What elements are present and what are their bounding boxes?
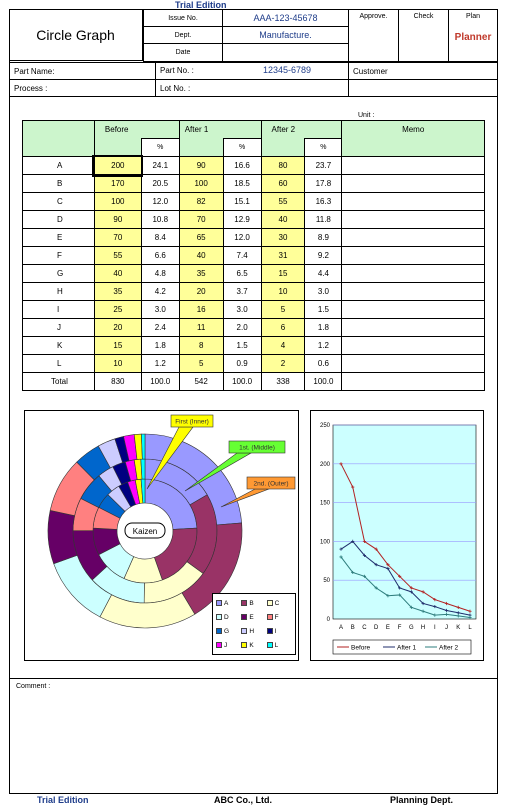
y-tick-label: 0 [326, 617, 330, 623]
process-label: Process : [14, 84, 48, 93]
memo-cell[interactable] [342, 193, 485, 211]
before-pct: 12.0 [141, 193, 179, 211]
table-row [23, 265, 485, 283]
x-tick-label: A [338, 625, 344, 631]
plan-box[interactable] [448, 9, 498, 62]
after1-pct: 0.9 [223, 355, 261, 373]
legend-swatch [267, 600, 273, 606]
after2-pct: 4.4 [305, 265, 342, 283]
donut-slice-a2-L [141, 434, 145, 459]
memo-cell[interactable] [342, 301, 485, 319]
table-row [23, 193, 485, 211]
legend-swatch [216, 600, 222, 606]
legend-item [216, 598, 241, 608]
x-tick-label: I [433, 625, 436, 631]
planner-stamp: Planner [454, 32, 492, 43]
plan-label: Plan [465, 13, 480, 20]
total-row [23, 373, 485, 391]
before-value: 830 [94, 373, 141, 391]
callout-inner: First (Inner) [175, 418, 209, 426]
x-tick-label: H [420, 625, 426, 631]
comment-label: Comment : [16, 683, 51, 690]
after1-pct: 1.5 [223, 337, 261, 355]
after2-value[interactable]: 55 [261, 193, 305, 211]
row-label: G [23, 265, 95, 283]
trial-edition-top: Trial Edition [175, 0, 227, 10]
legend-item [267, 598, 292, 608]
table-row [23, 175, 485, 193]
legend-series-name: Before [351, 644, 371, 652]
x-tick-label: J [445, 625, 449, 631]
after1-value[interactable]: 100 [179, 175, 223, 193]
before-pct: 1.8 [141, 337, 179, 355]
row-label: K [23, 337, 95, 355]
legend-item [241, 640, 266, 650]
after1-value[interactable]: 65 [179, 229, 223, 247]
row-label: B [23, 175, 95, 193]
before-value[interactable]: 200 [94, 157, 141, 175]
memo-cell[interactable] [342, 157, 485, 175]
after1-pct: 2.0 [223, 319, 261, 337]
after1-value[interactable]: 16 [179, 301, 223, 319]
x-tick-label: D [374, 625, 379, 631]
y-tick-label: 250 [319, 423, 330, 429]
x-tick-label: F [397, 625, 402, 631]
after2-value[interactable]: 80 [261, 157, 305, 175]
after2-value[interactable]: 4 [261, 337, 305, 355]
after2-pct: 17.8 [305, 175, 342, 193]
donut-legend [212, 593, 296, 655]
check-box[interactable] [398, 9, 449, 62]
before-value[interactable]: 170 [94, 175, 141, 193]
legend-label: F [274, 613, 279, 621]
before-pct: 10.8 [141, 211, 179, 229]
before-value[interactable]: 40 [94, 265, 141, 283]
hdr-pct: % [141, 139, 179, 157]
part-name-label: Part Name: [14, 67, 55, 76]
x-tick-label: C [362, 625, 367, 631]
legend-label: C [274, 599, 280, 607]
before-value[interactable]: 35 [94, 283, 141, 301]
before-pct: 1.2 [141, 355, 179, 373]
legend-swatch [241, 628, 247, 634]
row-label: E [23, 229, 95, 247]
after1-pct: 3.0 [223, 301, 261, 319]
part-no-value[interactable]: 12345-6789 [263, 65, 312, 75]
after2-pct: 8.9 [305, 229, 342, 247]
before-value[interactable]: 20 [94, 319, 141, 337]
after1-pct: 15.1 [223, 193, 261, 211]
table-row [23, 211, 485, 229]
legend-item [267, 640, 292, 650]
after2-pct: 16.3 [305, 193, 342, 211]
before-pct: 2.4 [141, 319, 179, 337]
after2-pct: 11.8 [305, 211, 342, 229]
before-value[interactable]: 90 [94, 211, 141, 229]
donut-chart-panel [24, 410, 299, 661]
legend-item [216, 612, 241, 622]
memo-cell[interactable] [342, 373, 485, 391]
after1-pct: 16.6 [223, 157, 261, 175]
hdr-memo: Memo [342, 121, 485, 157]
legend-item [216, 640, 241, 650]
callout-outer: 2nd. (Outer) [253, 480, 289, 488]
comment-field[interactable] [16, 695, 491, 790]
row-label: I [23, 301, 95, 319]
legend-label: J [224, 641, 228, 649]
unit-label: Unit : [358, 112, 375, 119]
memo-cell[interactable] [342, 229, 485, 247]
legend-swatch [267, 614, 273, 620]
after1-value: 542 [179, 373, 223, 391]
memo-cell[interactable] [342, 355, 485, 373]
legend-swatch [216, 642, 222, 648]
line-chart [311, 411, 483, 660]
dept-label: Dept. [143, 26, 223, 44]
x-tick-label: E [385, 625, 390, 631]
after1-value[interactable]: 35 [179, 265, 223, 283]
legend-swatch [267, 642, 273, 648]
after2-value[interactable]: 2 [261, 355, 305, 373]
hdr-after1: After 1 [179, 121, 261, 139]
after2-pct: 3.0 [305, 283, 342, 301]
table-row [23, 247, 485, 265]
company-name: ABC Co., Ltd. [214, 795, 272, 805]
donut-slice-a2-E [48, 510, 77, 563]
issue-value[interactable]: AAA-123-45678 [222, 9, 349, 27]
memo-cell[interactable] [342, 211, 485, 229]
legend-label: L [274, 641, 279, 649]
after1-value[interactable]: 90 [179, 157, 223, 175]
after1-value[interactable]: 70 [179, 211, 223, 229]
after2-pct: 0.6 [305, 355, 342, 373]
after2-pct: 100.0 [305, 373, 342, 391]
data-table [22, 120, 485, 391]
after2-pct: 9.2 [305, 247, 342, 265]
memo-cell[interactable] [342, 175, 485, 193]
before-value[interactable]: 100 [94, 193, 141, 211]
after1-pct: 12.9 [223, 211, 261, 229]
row-label: A [23, 157, 95, 175]
before-pct: 24.1 [141, 157, 179, 175]
before-value[interactable]: 25 [94, 301, 141, 319]
department-name: Planning Dept. [390, 795, 453, 805]
legend-item [267, 612, 292, 622]
legend-label: K [249, 641, 254, 649]
table-row [23, 355, 485, 373]
after2-value[interactable]: 30 [261, 229, 305, 247]
after2-value[interactable]: 15 [261, 265, 305, 283]
memo-cell[interactable] [342, 283, 485, 301]
before-value[interactable]: 70 [94, 229, 141, 247]
date-label: Date [143, 43, 223, 62]
before-value[interactable]: 10 [94, 355, 141, 373]
before-pct: 3.0 [141, 301, 179, 319]
after2-value[interactable]: 40 [261, 211, 305, 229]
legend-label: H [249, 627, 255, 635]
table-row [23, 301, 485, 319]
legend-label: I [274, 627, 277, 635]
lot-label: Lot No. : [160, 84, 191, 93]
legend-swatch [267, 628, 273, 634]
x-tick-label: K [456, 625, 461, 631]
before-value[interactable]: 55 [94, 247, 141, 265]
after1-value[interactable]: 8 [179, 337, 223, 355]
line-chart-panel [310, 410, 484, 661]
before-value[interactable]: 15 [94, 337, 141, 355]
table-row [23, 157, 485, 175]
legend-item [241, 612, 266, 622]
after1-value[interactable]: 5 [179, 355, 223, 373]
callout-middle: 1st. (Middle) [239, 444, 275, 452]
before-pct: 4.8 [141, 265, 179, 283]
after2-pct: 1.5 [305, 301, 342, 319]
row-label: J [23, 319, 95, 337]
after1-pct: 6.5 [223, 265, 261, 283]
trial-edition-bottom: Trial Edition [37, 795, 89, 805]
row-label: L [23, 355, 95, 373]
memo-cell[interactable] [342, 247, 485, 265]
hdr-pct: % [305, 139, 342, 157]
y-tick-label: 200 [319, 461, 330, 468]
legend-item [241, 598, 266, 608]
x-tick-label: B [350, 625, 355, 631]
page-title: Circle Graph [9, 9, 143, 61]
legend-swatch [241, 600, 247, 606]
after1-pct: 100.0 [223, 373, 261, 391]
before-pct: 8.4 [141, 229, 179, 247]
after1-value[interactable]: 20 [179, 283, 223, 301]
after2-pct: 1.2 [305, 337, 342, 355]
x-tick-label: G [409, 625, 414, 631]
after2-value[interactable]: 10 [261, 283, 305, 301]
after2-value[interactable]: 60 [261, 175, 305, 193]
after2-pct: 1.8 [305, 319, 342, 337]
after1-value[interactable]: 82 [179, 193, 223, 211]
legend-item [241, 626, 266, 636]
legend-label: G [224, 627, 230, 635]
before-pct: 20.5 [141, 175, 179, 193]
legend-swatch [241, 614, 247, 620]
hdr-pct: % [223, 139, 261, 157]
after1-pct: 12.0 [223, 229, 261, 247]
before-pct: 6.6 [141, 247, 179, 265]
y-tick-label: 150 [319, 500, 330, 507]
approve-label: Approve. [359, 13, 388, 20]
customer-label: Customer [353, 67, 388, 76]
after2-value: 338 [261, 373, 305, 391]
legend-item [216, 626, 241, 636]
table-row [23, 229, 485, 247]
memo-cell[interactable] [342, 337, 485, 355]
hdr-after2: After 2 [261, 121, 342, 139]
row-label: H [23, 283, 95, 301]
after1-value[interactable]: 40 [179, 247, 223, 265]
after1-pct: 7.4 [223, 247, 261, 265]
before-pct: 100.0 [141, 373, 179, 391]
row-label: C [23, 193, 95, 211]
row-label: Total [23, 373, 95, 391]
after2-pct: 23.7 [305, 157, 342, 175]
legend-label: A [224, 599, 229, 607]
after2-value[interactable]: 31 [261, 247, 305, 265]
y-tick-label: 100 [319, 539, 330, 546]
after1-pct: 18.5 [223, 175, 261, 193]
legend-label: D [224, 613, 229, 621]
y-tick-label: 50 [323, 578, 330, 585]
check-label: Check [413, 13, 434, 20]
before-pct: 4.2 [141, 283, 179, 301]
date-value[interactable] [222, 43, 349, 62]
after2-value[interactable]: 5 [261, 301, 305, 319]
legend-label: E [249, 613, 254, 621]
legend-item [267, 626, 292, 636]
row-label: F [23, 247, 95, 265]
table-row [23, 283, 485, 301]
table-row [23, 337, 485, 355]
after1-pct: 3.7 [223, 283, 261, 301]
legend-swatch [216, 628, 222, 634]
legend-series-name: After 1 [397, 644, 417, 652]
dept-value[interactable]: Manufacture. [222, 26, 349, 44]
legend-label: B [249, 599, 254, 607]
x-tick-label: L [468, 625, 472, 631]
issue-label: Issue No. [143, 9, 223, 27]
legend-swatch [216, 614, 222, 620]
after2-value[interactable]: 6 [261, 319, 305, 337]
after1-value[interactable]: 11 [179, 319, 223, 337]
row-label: D [23, 211, 95, 229]
memo-cell[interactable] [342, 265, 485, 283]
hdr-blank [23, 121, 95, 139]
memo-cell[interactable] [342, 319, 485, 337]
part-no-label: Part No. : [160, 66, 194, 75]
approve-box[interactable] [348, 9, 399, 62]
center-label: Kaizen [132, 527, 158, 536]
table-row [23, 319, 485, 337]
legend-series-name: After 2 [439, 644, 459, 652]
legend-swatch [241, 642, 247, 648]
hdr-before: Before [94, 121, 179, 139]
